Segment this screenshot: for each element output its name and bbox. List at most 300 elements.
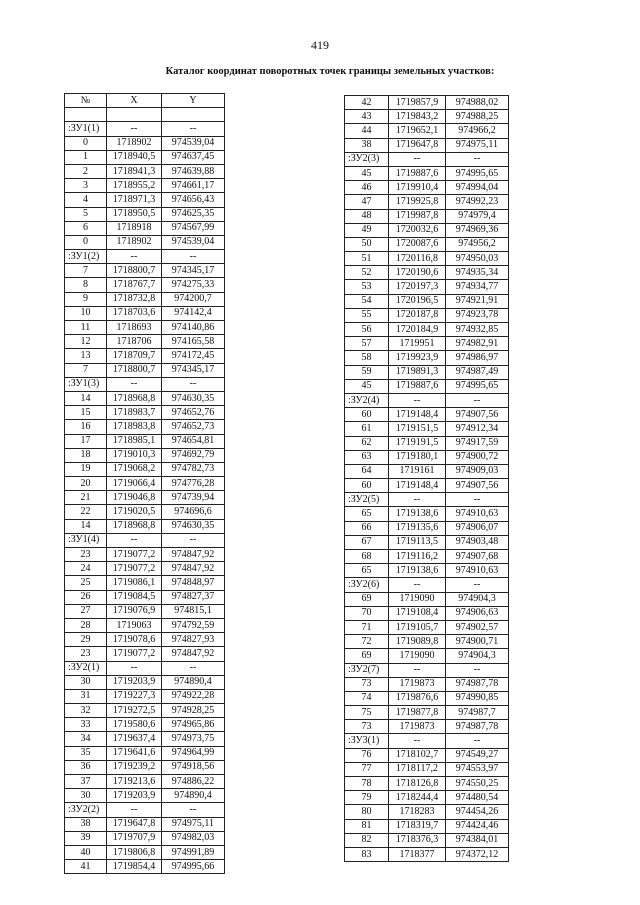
table-row	[65, 434, 225, 448]
x-coordinate-cell: 1719191,5	[389, 436, 446, 450]
x-coordinate-cell: 1718376,3	[389, 833, 446, 847]
y-coordinate-cell: 974652,73	[162, 420, 225, 434]
point-number-cell: 5	[65, 207, 107, 221]
x-coordinate-cell: 1718950,5	[107, 207, 162, 221]
point-number-cell: :ЗУ1(3)	[65, 377, 107, 391]
y-coordinate-cell: 974906,07	[446, 521, 509, 535]
table-row	[65, 618, 225, 632]
y-coordinate-cell: --	[446, 152, 509, 166]
x-coordinate-cell: --	[389, 663, 446, 677]
x-coordinate-cell: 1719652,1	[389, 124, 446, 138]
x-coordinate-cell: 1718732,8	[107, 292, 162, 306]
x-coordinate-cell: 1720032,6	[389, 223, 446, 237]
table-row	[345, 365, 509, 379]
x-coordinate-cell: 1719806,8	[107, 845, 162, 859]
point-number-cell: :ЗУ2(5)	[345, 493, 389, 507]
x-coordinate-cell: --	[107, 122, 162, 136]
y-coordinate-cell: 974964,99	[162, 746, 225, 760]
table-row	[65, 391, 225, 405]
y-coordinate-cell: 974539,04	[162, 136, 225, 150]
point-number-cell: :ЗУ1(4)	[65, 533, 107, 547]
header-x: X	[107, 94, 162, 108]
table-row	[345, 791, 509, 805]
table-row	[65, 150, 225, 164]
y-coordinate-cell: 974987,78	[446, 677, 509, 691]
x-coordinate-cell: 1718955,2	[107, 179, 162, 193]
table-row	[345, 393, 509, 407]
point-number-cell: 82	[345, 833, 389, 847]
x-coordinate-cell: 1718800,7	[107, 363, 162, 377]
catalog-title: Каталог координат поворотных точек границы земельных участков:	[165, 66, 495, 77]
point-number-cell: 33	[65, 718, 107, 732]
table-row	[65, 505, 225, 519]
point-number-cell: 36	[65, 760, 107, 774]
table-row	[345, 351, 509, 365]
x-coordinate-cell: 1719113,5	[389, 535, 446, 549]
table-row	[345, 280, 509, 294]
x-coordinate-cell: 1719077,2	[107, 647, 162, 661]
y-coordinate-cell: --	[162, 661, 225, 675]
point-number-cell: 43	[345, 110, 389, 124]
x-coordinate-cell: 1719843,2	[389, 110, 446, 124]
point-number-cell: 2	[65, 164, 107, 178]
table-row	[345, 762, 509, 776]
y-coordinate-cell: 974372,12	[446, 847, 509, 861]
table-row	[345, 507, 509, 521]
header-y: Y	[162, 94, 225, 108]
point-number-cell: 41	[65, 860, 107, 874]
point-number-cell: 48	[345, 209, 389, 223]
y-coordinate-cell: 974782,73	[162, 462, 225, 476]
y-coordinate-cell: 974848,97	[162, 576, 225, 590]
point-number-cell: 63	[345, 450, 389, 464]
y-coordinate-cell: 974910,63	[446, 507, 509, 521]
table-row	[65, 363, 225, 377]
point-number-cell: 13	[65, 349, 107, 363]
table-row	[345, 166, 509, 180]
point-number-cell: 23	[65, 647, 107, 661]
point-number-cell: 34	[65, 732, 107, 746]
x-coordinate-cell: 1719641,6	[107, 746, 162, 760]
y-coordinate-cell: 974928,25	[162, 704, 225, 718]
table-row	[345, 110, 509, 124]
point-number-cell: 60	[345, 479, 389, 493]
x-coordinate-cell: 1718377	[389, 847, 446, 861]
y-coordinate-cell: 974966,2	[446, 124, 509, 138]
table-row	[345, 138, 509, 152]
x-coordinate-cell: 1719203,9	[107, 789, 162, 803]
point-number-cell: 7	[65, 264, 107, 278]
table-row	[65, 477, 225, 491]
point-number-cell: 51	[345, 252, 389, 266]
x-coordinate-cell: 1719876,6	[389, 691, 446, 705]
x-coordinate-cell: --	[389, 734, 446, 748]
point-number-cell: 30	[65, 675, 107, 689]
table-row	[345, 550, 509, 564]
y-coordinate-cell: 974142,4	[162, 306, 225, 320]
table-row	[65, 264, 225, 278]
table-row	[345, 620, 509, 634]
x-coordinate-cell: 1719138,6	[389, 564, 446, 578]
table-row	[65, 221, 225, 235]
x-coordinate-cell: 1719135,6	[389, 521, 446, 535]
table-row	[345, 237, 509, 251]
x-coordinate-cell: 1718985,1	[107, 434, 162, 448]
y-coordinate-cell: 974995,65	[446, 379, 509, 393]
table-row	[345, 535, 509, 549]
y-coordinate-cell: 974815,1	[162, 604, 225, 618]
table-row	[345, 564, 509, 578]
point-number-cell: 73	[345, 720, 389, 734]
x-coordinate-cell: 1718968,8	[107, 391, 162, 405]
y-coordinate-cell: 974987,49	[446, 365, 509, 379]
x-coordinate-cell: 1719078,6	[107, 633, 162, 647]
table-row	[345, 805, 509, 819]
y-coordinate-cell: --	[446, 578, 509, 592]
x-coordinate-cell: 1718126,8	[389, 777, 446, 791]
point-number-cell	[65, 108, 107, 122]
point-number-cell: 37	[65, 775, 107, 789]
x-coordinate-cell: 1718918	[107, 221, 162, 235]
table-row	[345, 706, 509, 720]
y-coordinate-cell: 974988,02	[446, 96, 509, 110]
y-coordinate-cell: 974975,11	[446, 138, 509, 152]
table-row	[345, 649, 509, 663]
y-coordinate-cell: 974776,28	[162, 477, 225, 491]
coordinates-table-left	[64, 93, 225, 874]
y-coordinate-cell: 974656,43	[162, 193, 225, 207]
y-coordinate-cell: 974907,68	[446, 550, 509, 564]
y-coordinate-cell: 974847,92	[162, 562, 225, 576]
y-coordinate-cell: 974982,03	[162, 831, 225, 845]
x-coordinate-cell: 1718319,7	[389, 819, 446, 833]
point-number-cell: 8	[65, 278, 107, 292]
point-number-cell: :ЗУ2(3)	[345, 152, 389, 166]
y-coordinate-cell: 974991,89	[162, 845, 225, 859]
x-coordinate-cell: 1719873	[389, 720, 446, 734]
point-number-cell: 10	[65, 306, 107, 320]
table-row	[65, 562, 225, 576]
y-coordinate-cell: 974988,25	[446, 110, 509, 124]
x-coordinate-cell: 1719923,9	[389, 351, 446, 365]
x-coordinate-cell: 1719020,5	[107, 505, 162, 519]
point-number-cell: :ЗУ2(4)	[345, 393, 389, 407]
table-row	[345, 578, 509, 592]
x-coordinate-cell: 1719180,1	[389, 450, 446, 464]
y-coordinate-cell: 974637,45	[162, 150, 225, 164]
table-row	[65, 179, 225, 193]
x-coordinate-cell: 1718902	[107, 136, 162, 150]
table-row	[65, 164, 225, 178]
point-number-cell: :ЗУ3(1)	[345, 734, 389, 748]
table-row	[345, 252, 509, 266]
x-coordinate-cell: 1720187,8	[389, 308, 446, 322]
x-coordinate-cell: 1719707,9	[107, 831, 162, 845]
x-coordinate-cell: 1720190,6	[389, 266, 446, 280]
x-coordinate-cell: 1719086,1	[107, 576, 162, 590]
y-coordinate-cell: 974986,97	[446, 351, 509, 365]
y-coordinate-cell: 974979,4	[446, 209, 509, 223]
table-row	[345, 464, 509, 478]
table-row	[345, 677, 509, 691]
table-row	[65, 207, 225, 221]
table-row	[345, 663, 509, 677]
x-coordinate-cell: 1719987,8	[389, 209, 446, 223]
table-row	[65, 377, 225, 391]
x-coordinate-cell: 1718941,3	[107, 164, 162, 178]
y-coordinate-cell: 974934,77	[446, 280, 509, 294]
y-coordinate-cell: 974900,71	[446, 635, 509, 649]
y-coordinate-cell: --	[446, 663, 509, 677]
point-number-cell: 60	[345, 408, 389, 422]
x-coordinate-cell: 1719887,6	[389, 166, 446, 180]
point-number-cell: 6	[65, 221, 107, 235]
y-coordinate-cell: --	[446, 734, 509, 748]
point-number-cell: 21	[65, 491, 107, 505]
table-row	[65, 675, 225, 689]
y-coordinate-cell: 974792,59	[162, 618, 225, 632]
y-coordinate-cell: 974200,7	[162, 292, 225, 306]
y-coordinate-cell: 974904,3	[446, 592, 509, 606]
point-number-cell: 76	[345, 748, 389, 762]
table-row	[65, 732, 225, 746]
y-coordinate-cell: 974995,65	[446, 166, 509, 180]
y-coordinate-cell: 974630,35	[162, 519, 225, 533]
point-number-cell: 47	[345, 195, 389, 209]
point-number-cell: 16	[65, 420, 107, 434]
y-coordinate-cell: 974454,26	[446, 805, 509, 819]
y-coordinate-cell: 974923,78	[446, 308, 509, 322]
table-row	[345, 521, 509, 535]
x-coordinate-cell: 1718709,7	[107, 349, 162, 363]
point-number-cell: 58	[345, 351, 389, 365]
point-number-cell: 0	[65, 136, 107, 150]
y-coordinate-cell: 974992,23	[446, 195, 509, 209]
table-row	[345, 493, 509, 507]
table-row	[345, 408, 509, 422]
table-row	[65, 689, 225, 703]
table-row	[65, 349, 225, 363]
table-row	[65, 604, 225, 618]
y-coordinate-cell: 974921,91	[446, 294, 509, 308]
table-row	[345, 450, 509, 464]
point-number-cell: 52	[345, 266, 389, 280]
table-row	[65, 335, 225, 349]
point-number-cell: 64	[345, 464, 389, 478]
x-coordinate-cell: --	[107, 803, 162, 817]
point-number-cell: 57	[345, 337, 389, 351]
table-row	[345, 181, 509, 195]
x-coordinate-cell: 1719857,9	[389, 96, 446, 110]
table-row	[345, 223, 509, 237]
table-row	[65, 448, 225, 462]
x-coordinate-cell: 1719887,6	[389, 379, 446, 393]
table-row	[345, 691, 509, 705]
x-coordinate-cell: 1719046,8	[107, 491, 162, 505]
y-coordinate-cell: 974890,4	[162, 789, 225, 803]
x-coordinate-cell: 1718703,6	[107, 306, 162, 320]
table-row	[65, 704, 225, 718]
x-coordinate-cell: 1718693	[107, 321, 162, 335]
x-coordinate-cell: 1719272,5	[107, 704, 162, 718]
table-row	[65, 136, 225, 150]
table-row	[345, 777, 509, 791]
y-coordinate-cell: 974630,35	[162, 391, 225, 405]
y-coordinate-cell: 974906,63	[446, 606, 509, 620]
table-row	[65, 235, 225, 249]
table-row	[345, 266, 509, 280]
y-coordinate-cell: 974987,78	[446, 720, 509, 734]
point-number-cell: 39	[65, 831, 107, 845]
table-row	[345, 379, 509, 393]
point-number-cell: 56	[345, 323, 389, 337]
y-coordinate-cell: 974827,93	[162, 633, 225, 647]
point-number-cell: 29	[65, 633, 107, 647]
point-number-cell: 40	[65, 845, 107, 859]
table-row	[345, 734, 509, 748]
point-number-cell: 38	[345, 138, 389, 152]
table-row	[65, 789, 225, 803]
y-coordinate-cell: 974903,48	[446, 535, 509, 549]
table-header-row	[65, 94, 225, 108]
y-coordinate-cell: 974275,33	[162, 278, 225, 292]
x-coordinate-cell: 1718283	[389, 805, 446, 819]
x-coordinate-cell: 1719084,5	[107, 590, 162, 604]
x-coordinate-cell: 1719148,4	[389, 479, 446, 493]
y-coordinate-cell: 974902,57	[446, 620, 509, 634]
point-number-cell: 78	[345, 777, 389, 791]
x-coordinate-cell: 1719076,9	[107, 604, 162, 618]
x-coordinate-cell: 1719239,2	[107, 760, 162, 774]
point-number-cell: 72	[345, 635, 389, 649]
x-coordinate-cell: 1719227,3	[107, 689, 162, 703]
point-number-cell: 66	[345, 521, 389, 535]
point-number-cell: 17	[65, 434, 107, 448]
table-row	[345, 833, 509, 847]
point-number-cell: 71	[345, 620, 389, 634]
x-coordinate-cell: 1719105,7	[389, 620, 446, 634]
x-coordinate-cell: 1719161	[389, 464, 446, 478]
point-number-cell: 1	[65, 150, 107, 164]
x-coordinate-cell: --	[389, 578, 446, 592]
y-coordinate-cell: 974982,91	[446, 337, 509, 351]
x-coordinate-cell: 1719077,2	[107, 562, 162, 576]
point-number-cell: 22	[65, 505, 107, 519]
y-coordinate-cell: 974912,34	[446, 422, 509, 436]
point-number-cell: 45	[345, 379, 389, 393]
point-number-cell: 11	[65, 321, 107, 335]
point-number-cell: 79	[345, 791, 389, 805]
x-coordinate-cell: 1719090	[389, 592, 446, 606]
y-coordinate-cell: 974567,99	[162, 221, 225, 235]
table-row	[65, 845, 225, 859]
point-number-cell: 7	[65, 363, 107, 377]
x-coordinate-cell: 1718767,7	[107, 278, 162, 292]
table-row	[65, 746, 225, 760]
x-coordinate-cell: 1718117,2	[389, 762, 446, 776]
table-row	[65, 519, 225, 533]
y-coordinate-cell: 974995,66	[162, 860, 225, 874]
x-coordinate-cell: --	[389, 393, 446, 407]
x-coordinate-cell: 1718902	[107, 235, 162, 249]
y-coordinate-cell: 974907,56	[446, 479, 509, 493]
point-number-cell: 19	[65, 462, 107, 476]
table-row	[345, 748, 509, 762]
y-coordinate-cell: 974827,37	[162, 590, 225, 604]
table-row	[65, 803, 225, 817]
x-coordinate-cell: 1720197,3	[389, 280, 446, 294]
point-number-cell: :ЗУ2(2)	[65, 803, 107, 817]
y-coordinate-cell: 974900,72	[446, 450, 509, 464]
x-coordinate-cell: 1718971,3	[107, 193, 162, 207]
x-coordinate-cell: --	[107, 377, 162, 391]
y-coordinate-cell: 974922,28	[162, 689, 225, 703]
y-coordinate-cell: 974932,85	[446, 323, 509, 337]
table-row	[65, 193, 225, 207]
x-coordinate-cell: 1719873	[389, 677, 446, 691]
y-coordinate-cell: 974696,6	[162, 505, 225, 519]
table-row	[65, 250, 225, 264]
x-coordinate-cell: 1719090	[389, 649, 446, 663]
x-coordinate-cell: 1719580,6	[107, 718, 162, 732]
x-coordinate-cell: 1719116,2	[389, 550, 446, 564]
y-coordinate-cell: --	[162, 122, 225, 136]
y-coordinate-cell: 974987,7	[446, 706, 509, 720]
point-number-cell: :ЗУ2(7)	[345, 663, 389, 677]
x-coordinate-cell: 1719951	[389, 337, 446, 351]
table-row	[345, 209, 509, 223]
x-coordinate-cell: 1719854,4	[107, 860, 162, 874]
table-row	[65, 491, 225, 505]
point-number-cell: 32	[65, 704, 107, 718]
x-coordinate-cell: 1719068,2	[107, 462, 162, 476]
y-coordinate-cell: 974847,92	[162, 548, 225, 562]
table-row	[345, 847, 509, 861]
header-number: №	[65, 94, 107, 108]
y-coordinate-cell: 974969,36	[446, 223, 509, 237]
y-coordinate-cell: 974975,11	[162, 817, 225, 831]
x-coordinate-cell: 1718800,7	[107, 264, 162, 278]
y-coordinate-cell: 974549,27	[446, 748, 509, 762]
y-coordinate-cell: 974639,88	[162, 164, 225, 178]
x-coordinate-cell: --	[107, 250, 162, 264]
x-coordinate-cell: 1720116,8	[389, 252, 446, 266]
x-coordinate-cell: 1719066,4	[107, 477, 162, 491]
point-number-cell: 26	[65, 590, 107, 604]
y-coordinate-cell: 974172,45	[162, 349, 225, 363]
table-row	[65, 292, 225, 306]
y-coordinate-cell: 974652,76	[162, 406, 225, 420]
x-coordinate-cell: 1719063	[107, 618, 162, 632]
point-number-cell: 46	[345, 181, 389, 195]
table-row	[345, 96, 509, 110]
point-number-cell: 35	[65, 746, 107, 760]
x-coordinate-cell: 1719089,8	[389, 635, 446, 649]
y-coordinate-cell: --	[446, 493, 509, 507]
table-row	[345, 479, 509, 493]
table-row	[345, 323, 509, 337]
x-coordinate-cell: --	[107, 533, 162, 547]
y-coordinate-cell: 974909,03	[446, 464, 509, 478]
point-number-cell: 81	[345, 819, 389, 833]
point-number-cell: 42	[345, 96, 389, 110]
table-row	[345, 294, 509, 308]
point-number-cell: 18	[65, 448, 107, 462]
table-row	[345, 152, 509, 166]
y-coordinate-cell: 974917,59	[446, 436, 509, 450]
y-coordinate-cell: 974539,04	[162, 235, 225, 249]
x-coordinate-cell: 1718983,8	[107, 420, 162, 434]
